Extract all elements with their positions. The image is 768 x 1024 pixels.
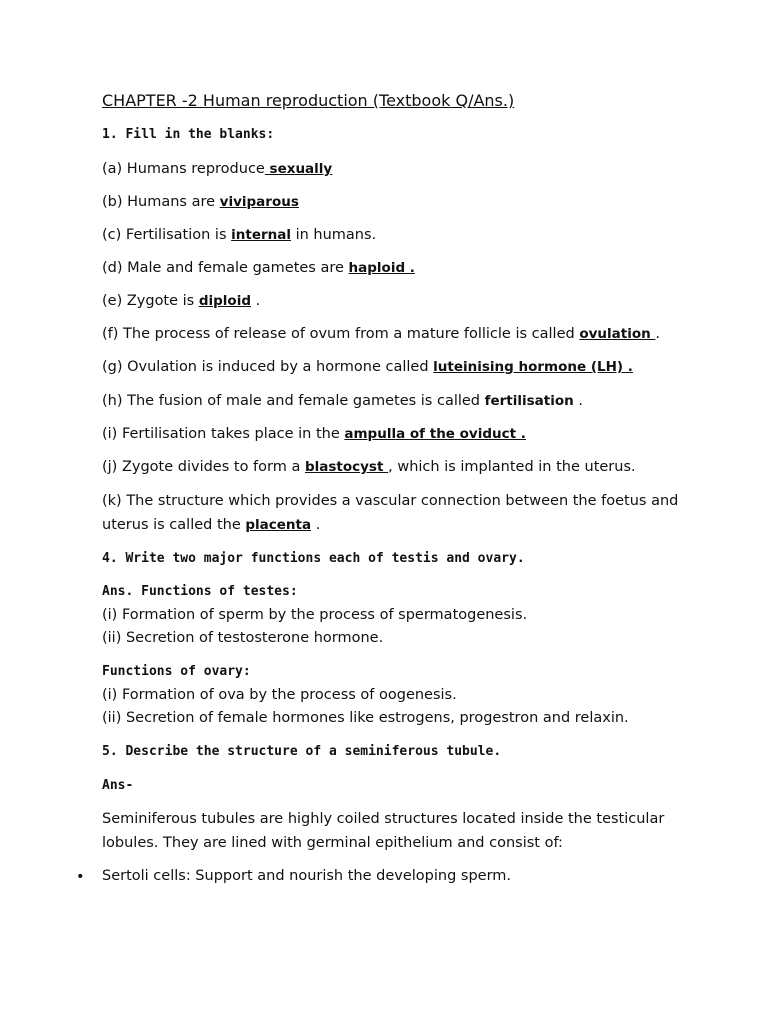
q1-h-answer: fertilisation <box>484 393 574 409</box>
q4-ovary-heading: Functions of ovary: <box>102 664 251 679</box>
q1-h-post: . <box>573 393 583 409</box>
q1-item-a <box>102 159 332 179</box>
q1-c-answer: internal <box>231 227 291 243</box>
q1-f-post: . <box>655 326 661 342</box>
q1-item-i <box>102 424 526 444</box>
q1-b-text: (b) Humans are <box>102 194 220 210</box>
q4-testes-heading: Ans. Functions of testes: <box>102 584 298 599</box>
q4-ovary-item-1: (i) Formation of ova by the process of oogenesis. <box>102 687 457 703</box>
q1-item-e <box>102 291 260 311</box>
q1-k-text: uterus is called the <box>102 517 246 533</box>
q1-a-answer: sexually <box>264 161 333 177</box>
q1-i-answer: ampulla of the oviduct . <box>344 426 526 442</box>
q1-d-text: (d) Male and female gametes are <box>102 260 349 276</box>
q1-d-answer: haploid . <box>348 260 415 276</box>
bullet-icon: • <box>76 869 85 885</box>
q1-e-post: . <box>251 293 261 309</box>
q1-item-c <box>102 225 376 245</box>
q4-heading: 4. Write two major functions each of testis and ovary. <box>102 551 525 566</box>
q1-j-text: (j) Zygote divides to form a <box>102 459 305 475</box>
q1-h-text: (h) The fusion of male and female gametes is called <box>102 393 485 409</box>
q4-testes-item-2: (ii) Secretion of testosterone hormone. <box>102 630 384 646</box>
q1-i-text: (i) Fertilisation takes place in the <box>102 426 345 442</box>
q1-e-answer: diploid <box>198 293 251 309</box>
q1-j-answer: blastocyst <box>304 459 389 475</box>
q1-item-b <box>102 192 299 212</box>
q1-j-post: , which is implanted in the uterus. <box>388 459 636 475</box>
q1-item-k-line2 <box>102 515 320 535</box>
q1-a-text: (a) Humans reproduce <box>102 161 265 177</box>
q1-f-answer: ovulation <box>579 326 656 342</box>
q1-e-text: (e) Zygote is <box>102 293 199 309</box>
q5-ans-label: Ans- <box>102 778 134 793</box>
q1-c-text: (c) Fertilisation is <box>102 227 232 243</box>
q1-g-text: (g) Ovulation is induced by a hormone called <box>102 359 434 375</box>
q1-item-d <box>102 258 415 278</box>
q1-item-j <box>102 457 636 477</box>
q5-heading: 5. Describe the structure of a seminiferous tubule. <box>102 744 502 759</box>
q1-f-text: (f) The process of release of ovum from a mature follicle is called <box>102 326 580 342</box>
q1-b-answer: viviparous <box>219 194 299 210</box>
q5-paragraph-line2: lobules. They are lined with germinal epithelium and consist of: <box>102 835 563 851</box>
q1-k-answer: placenta <box>245 517 312 533</box>
q1-g-answer: luteinising hormone (LH) . <box>433 359 633 375</box>
q1-heading: 1. Fill in the blanks: <box>102 127 275 142</box>
q1-item-k-line1: (k) The structure which provides a vascular connection between the foetus and <box>102 493 679 509</box>
q1-item-f <box>102 324 660 344</box>
q1-c-post: in humans. <box>290 227 377 243</box>
q1-k-post: . <box>311 517 321 533</box>
q4-testes-item-1: (i) Formation of sperm by the process of spermatogenesis. <box>102 607 528 623</box>
q1-item-g <box>102 357 633 377</box>
q1-item-h <box>102 391 583 411</box>
q4-ovary-item-2: (ii) Secretion of female hormones like estrogens, progestron and relaxin. <box>102 710 629 726</box>
chapter-title: CHAPTER -2 Human reproduction (Textbook Q/Ans.) <box>102 91 515 110</box>
q5-bullet-item-1: Sertoli cells: Support and nourish the developing sperm. <box>102 868 512 884</box>
q5-paragraph-line1: Seminiferous tubules are highly coiled structures located inside the testicular <box>102 811 665 827</box>
